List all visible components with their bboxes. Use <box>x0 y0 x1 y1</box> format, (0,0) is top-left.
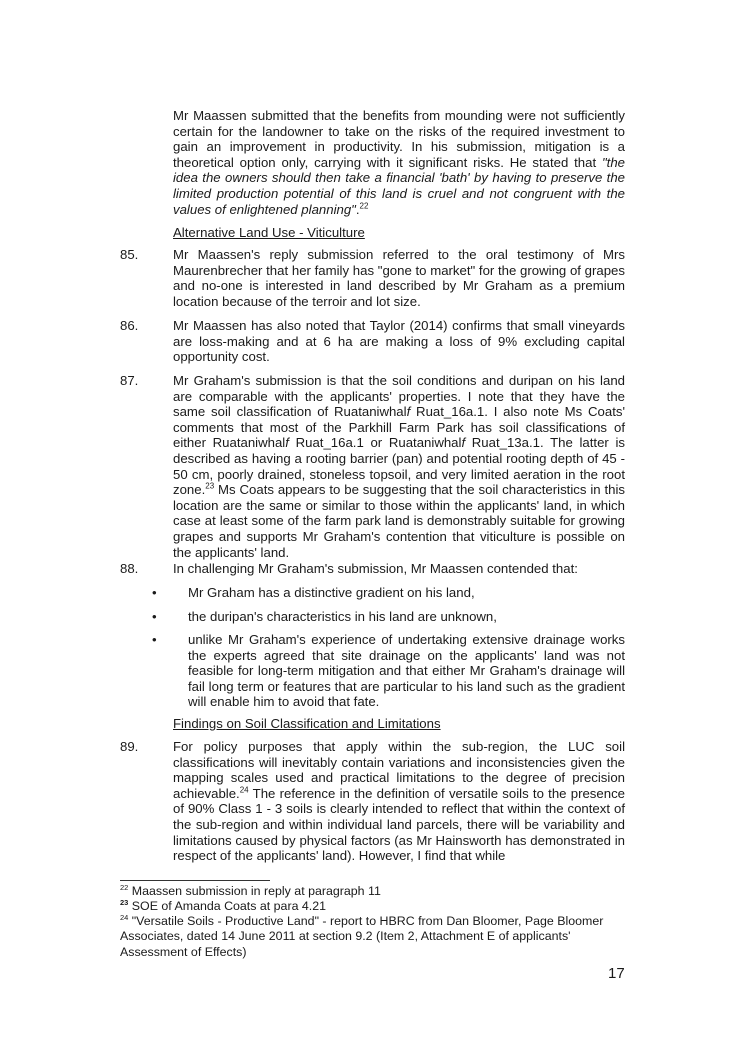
bullet-item: unlike Mr Graham's experience of undertaking extensive drainage works the experts agreed that site drainage on the applicants' land was not feasible for long-term mitigation and that either Mr Graham's drainage will fail long term or features that are particular to his land such as the gradient will enable him to avoid that fate. <box>188 632 625 710</box>
footnote-24: $^{24}$ "Versatile Soils - Productive Land" - report to HBRC from Dan Bloomer, Page Bloomer Associates, dated 14 June 2011 at section 9.2 (Item 2, Attachment E of applicants' Assessment of Effects) <box>120 912 604 959</box>
paragraph-89: For policy purposes that apply within the sub-region, the LUC soil classifications will inevitably contain variations and inconsistencies given the mapping scales used and practical limitations to the degree of precision achievable.$^{24}$ The reference in the definition of versatile soils to the presence of 90% Class 1 - 3 soils is clearly intended to reflect that within the context of the sub-region and within individual land parcels, there will be variability and limitations caused by physical factors (as Mr Hainsworth has demonstrated in respect of the applicants' land). However, I find that while <box>173 739 625 864</box>
footnote-ref-24[interactable]: 24 <box>239 785 249 795</box>
bullet-marker: • <box>152 609 157 624</box>
paragraph-87: Mr Graham's submission is that the soil conditions and duripan on his land are comparable with the applicants' properties. I note that they have the same soil classification of Ruataniwhalf Ruat_16a.1. I also note Ms Coats' comments that most of the Parkhill Farm Park has soil classifications of either Ruataniwhalf Ruat_16a.1 or Ruataniwhalf Ruat_13a.1. The latter is described as having a rooting barrier (pan) and potential rooting depth of 45 - 50 cm, poorly drained, stoneless topsoil, and very limited aeration in the root zone.$^{23}$ Ms Coats appears to be suggesting that the soil characteristics in this location are the same or similar to those within the applicants' land, in which case at least some of the farm park land is demonstrably suitable for growing grapes and supports Mr Graham's contention that viticulture is possible on the applicants' land. <box>173 373 625 560</box>
paragraph-intro: Mr Maassen submitted that the benefits from mounding were not sufficiently certain for the landowner to take on the risks of the required investment to gain an improvement in productivity. In his submission, mitigation is a theoretical option only, carrying with it significant risks. He stated that "the idea the owners should then take a financial 'bath' by having to preserve the limited production potential of this land is cruel and not congruent with the values of enlightened planning".$^{22}$ <box>173 108 625 217</box>
paragraph-85: Mr Maassen's reply submission referred to the oral testimony of Mrs Maurenbrecher that her family has "gone to market" for the growing of grapes and no-one is interested in land described by Mr Graham as a premium location because of the terroir and lot size. <box>173 247 625 309</box>
section-heading-findings: Findings on Soil Classification and Limitations <box>173 716 441 731</box>
footnote-divider <box>120 880 270 881</box>
section-heading-viticulture: Alternative Land Use - Viticulture <box>173 225 365 240</box>
bullet-marker: • <box>152 585 157 600</box>
page-number: 17 <box>608 965 625 982</box>
paragraph-86: Mr Maassen has also noted that Taylor (2014) confirms that small vineyards are loss-making and at 6 ha are making a loss of 9% excluding capital opportunity cost. <box>173 318 625 365</box>
paragraph-number-88: 88. <box>120 561 139 576</box>
paragraph-number-85: 85. <box>120 247 139 262</box>
paragraph-number-89: 89. <box>120 739 139 754</box>
quote: "the idea the owners should then take a financial 'bath' by having to preserve the limited production potential of this land is cruel and not congruent with the values of enlightened planning" <box>173 154 625 217</box>
paragraph-88: In challenging Mr Graham's submission, Mr Maassen contended that: <box>173 561 578 576</box>
footnote-23: $^{23}$ SOE of Amanda Coats at para 4.21 <box>120 897 327 913</box>
paragraph-number-86: 86. <box>120 318 139 333</box>
footnote-22: $^{22}$ Maassen submission in reply at paragraph 11 <box>120 882 381 898</box>
bullet-item: Mr Graham has a distinctive gradient on his land, <box>188 585 475 600</box>
paragraph-number-87: 87. <box>120 373 139 388</box>
bullet-marker: • <box>152 632 157 647</box>
bullet-item: the duripan's characteristics in his land are unknown, <box>188 609 497 624</box>
footnote-ref-22[interactable]: 22 <box>359 201 369 211</box>
footnote-ref-23[interactable]: 23 <box>205 481 215 491</box>
